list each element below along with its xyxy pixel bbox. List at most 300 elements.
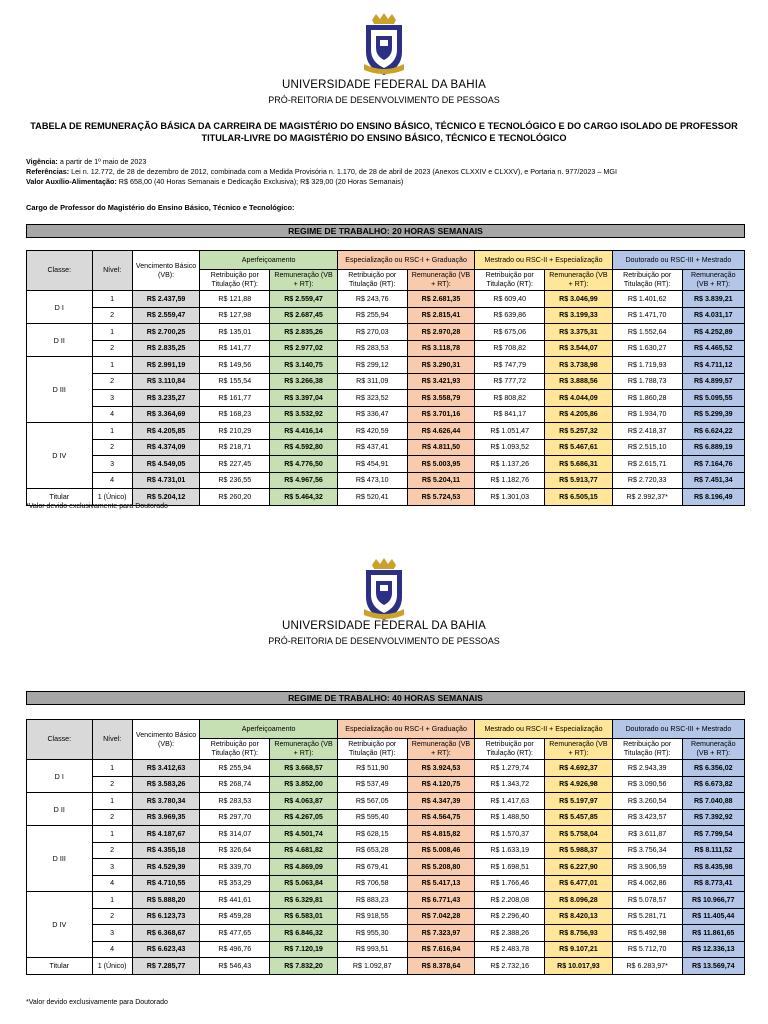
value-cell: R$ 4.710,55 <box>132 875 200 892</box>
table-row <box>27 826 745 843</box>
value-cell: R$ 4.120,75 <box>407 776 475 793</box>
nivel-cell: 3 <box>92 925 132 942</box>
value-cell: R$ 8.435,98 <box>682 859 744 876</box>
value-cell: R$ 1.343,72 <box>475 776 545 793</box>
value-cell: R$ 339,70 <box>200 859 270 876</box>
nivel-cell: 3 <box>92 859 132 876</box>
value-cell: R$ 11.861,65 <box>682 925 744 942</box>
value-cell: R$ 5.758,04 <box>545 826 613 843</box>
value-cell: R$ 3.558,79 <box>407 390 475 407</box>
nivel-cell: 4 <box>92 472 132 489</box>
value-cell: R$ 477,65 <box>200 925 270 942</box>
value-cell: R$ 2.970,28 <box>407 324 475 341</box>
table-row <box>27 776 745 793</box>
value-cell: R$ 255,94 <box>200 760 270 777</box>
value-cell: R$ 918,55 <box>337 908 407 925</box>
value-cell: R$ 3.668,57 <box>270 760 338 777</box>
value-cell: R$ 4.967,56 <box>270 472 338 489</box>
value-cell: R$ 5.467,61 <box>545 439 613 456</box>
table-row <box>27 456 745 473</box>
value-cell: R$ 777,72 <box>475 373 545 390</box>
value-cell: R$ 7.832,20 <box>270 958 338 975</box>
value-cell: R$ 5.003,95 <box>407 456 475 473</box>
table-row <box>27 842 745 859</box>
nivel-cell: 2 <box>92 340 132 357</box>
value-cell: R$ 4.811,50 <box>407 439 475 456</box>
value-cell: R$ 6.583,01 <box>270 908 338 925</box>
value-cell: R$ 5.208,80 <box>407 859 475 876</box>
header-remuneracao: Remuneração (VB + RT): <box>682 270 744 291</box>
value-cell: R$ 2.732,16 <box>475 958 545 975</box>
value-cell: R$ 1.488,50 <box>475 809 545 826</box>
value-cell: R$ 7.451,34 <box>682 472 744 489</box>
value-cell: R$ 420,59 <box>337 423 407 440</box>
classe-cell: D I <box>27 291 93 324</box>
value-cell: R$ 4.815,82 <box>407 826 475 843</box>
header-classe: Classe: <box>27 251 93 291</box>
value-cell: R$ 1.092,87 <box>337 958 407 975</box>
value-cell: R$ 1.401,62 <box>612 291 682 308</box>
footnote: *Valor devido exclusivamente para Doutorado <box>26 503 168 510</box>
value-cell: R$ 6.624,22 <box>682 423 744 440</box>
nivel-cell: 2 <box>92 809 132 826</box>
table-row <box>27 439 745 456</box>
value-cell: R$ 3.969,35 <box>132 809 200 826</box>
nivel-cell: 1 <box>92 793 132 810</box>
nivel-cell: 1 <box>92 760 132 777</box>
classe-cell: D III <box>27 826 93 892</box>
classe-cell: Titular <box>27 489 93 506</box>
value-cell: R$ 3.583,26 <box>132 776 200 793</box>
header-doutorado: Doutorado ou RSC-III + Mestrado <box>612 251 744 270</box>
value-cell: R$ 7.285,77 <box>132 958 200 975</box>
value-cell: R$ 2.815,41 <box>407 307 475 324</box>
value-cell: R$ 7.799,54 <box>682 826 744 843</box>
value-cell: R$ 4.205,85 <box>132 423 200 440</box>
value-cell: R$ 7.120,19 <box>270 941 338 958</box>
nivel-cell: 2 <box>92 776 132 793</box>
value-cell: R$ 4.416,14 <box>270 423 338 440</box>
header-retribuicao: Retribuição por Titulação (RT): <box>612 270 682 291</box>
nivel-cell: 2 <box>92 373 132 390</box>
value-cell: R$ 6.477,01 <box>545 875 613 892</box>
value-cell: R$ 5.204,12 <box>132 489 200 506</box>
value-cell: R$ 1.051,47 <box>475 423 545 440</box>
nivel-cell: 1 <box>92 324 132 341</box>
value-cell: R$ 1.860,28 <box>612 390 682 407</box>
value-cell: R$ 5.724,53 <box>407 489 475 506</box>
value-cell: R$ 2.483,78 <box>475 941 545 958</box>
salary-table-20h <box>26 250 745 506</box>
value-cell: R$ 679,41 <box>337 859 407 876</box>
value-cell: R$ 2.687,45 <box>270 307 338 324</box>
value-cell: R$ 7.040,88 <box>682 793 744 810</box>
value-cell: R$ 1.719,93 <box>612 357 682 374</box>
value-cell: R$ 473,10 <box>337 472 407 489</box>
header-remuneracao: Remuneração (VB + RT): <box>545 270 613 291</box>
value-cell: R$ 4.711,12 <box>682 357 744 374</box>
value-cell: R$ 4.205,86 <box>545 406 613 423</box>
value-cell: R$ 7.392,92 <box>682 809 744 826</box>
value-cell: R$ 4.355,18 <box>132 842 200 859</box>
value-cell: R$ 3.701,16 <box>407 406 475 423</box>
nivel-cell: 1 <box>92 892 132 909</box>
value-cell: R$ 6.505,15 <box>545 489 613 506</box>
value-cell: R$ 2.977,02 <box>270 340 338 357</box>
value-cell: R$ 3.118,78 <box>407 340 475 357</box>
value-cell: R$ 609,40 <box>475 291 545 308</box>
table-row <box>27 793 745 810</box>
value-cell: R$ 4.063,87 <box>270 793 338 810</box>
header-nivel: Nível: <box>92 251 132 291</box>
table-row <box>27 925 745 942</box>
value-cell: R$ 6.673,82 <box>682 776 744 793</box>
value-cell: R$ 9.107,21 <box>545 941 613 958</box>
header-doutorado: Doutorado ou RSC-III + Mestrado <box>612 720 744 739</box>
value-cell: R$ 6.771,43 <box>407 892 475 909</box>
value-cell: R$ 121,88 <box>200 291 270 308</box>
value-cell: R$ 454,91 <box>337 456 407 473</box>
value-cell: R$ 4.031,17 <box>682 307 744 324</box>
value-cell: R$ 5.417,13 <box>407 875 475 892</box>
nivel-cell: 3 <box>92 456 132 473</box>
value-cell: R$ 708,82 <box>475 340 545 357</box>
classe-cell: D III <box>27 357 93 423</box>
nivel-cell: 1 <box>92 291 132 308</box>
value-cell: R$ 3.290,31 <box>407 357 475 374</box>
value-cell: R$ 3.888,56 <box>545 373 613 390</box>
value-cell: R$ 3.266,38 <box>270 373 338 390</box>
header-especializacao: Especialização ou RSC-I + Graduação <box>337 720 474 739</box>
header-classe: Classe: <box>27 720 93 760</box>
table-row <box>27 958 745 975</box>
value-cell: R$ 5.095,55 <box>682 390 744 407</box>
value-cell: R$ 6.368,67 <box>132 925 200 942</box>
value-cell: R$ 4.267,05 <box>270 809 338 826</box>
vigencia-line <box>26 157 746 167</box>
value-cell: R$ 537,49 <box>337 776 407 793</box>
referencias-line <box>26 167 746 177</box>
value-cell: R$ 3.397,04 <box>270 390 338 407</box>
table-row <box>27 307 745 324</box>
nivel-cell: 1 (Único) <box>92 489 132 506</box>
footnote: *Valor devido exclusivamente para Doutorado <box>26 999 168 1006</box>
vigencia-value: a partir de 1º maio de 2023 <box>57 157 147 166</box>
value-cell: R$ 595,40 <box>337 809 407 826</box>
value-cell: R$ 4.374,09 <box>132 439 200 456</box>
value-cell: R$ 7.616,94 <box>407 941 475 958</box>
vigencia-label: Vigência: <box>26 157 58 166</box>
value-cell: R$ 3.738,98 <box>545 357 613 374</box>
value-cell: R$ 4.899,57 <box>682 373 744 390</box>
value-cell: R$ 326,64 <box>200 842 270 859</box>
classe-cell: D IV <box>27 423 93 489</box>
value-cell: R$ 2.681,35 <box>407 291 475 308</box>
table-row <box>27 859 745 876</box>
value-cell: R$ 218,71 <box>200 439 270 456</box>
value-cell: R$ 5.281,71 <box>612 908 682 925</box>
header-retribuicao: Retribuição por Titulação (RT): <box>475 739 545 760</box>
auxilio-line <box>26 177 746 187</box>
value-cell: R$ 1.417,63 <box>475 793 545 810</box>
value-cell: R$ 4.529,39 <box>132 859 200 876</box>
nivel-cell: 2 <box>92 842 132 859</box>
value-cell: R$ 4.549,05 <box>132 456 200 473</box>
value-cell: R$ 955,30 <box>337 925 407 942</box>
value-cell: R$ 210,29 <box>200 423 270 440</box>
value-cell: R$ 3.110,84 <box>132 373 200 390</box>
value-cell: R$ 3.423,57 <box>612 809 682 826</box>
value-cell: R$ 5.078,57 <box>612 892 682 909</box>
ufba-crest-icon <box>358 12 410 78</box>
value-cell: R$ 706,58 <box>337 875 407 892</box>
classe-cell: D IV <box>27 892 93 958</box>
value-cell: R$ 2.296,40 <box>475 908 545 925</box>
table-row <box>27 357 745 374</box>
value-cell: R$ 168,23 <box>200 406 270 423</box>
value-cell: R$ 5.712,70 <box>612 941 682 958</box>
value-cell: R$ 1.698,51 <box>475 859 545 876</box>
value-cell: R$ 2.991,19 <box>132 357 200 374</box>
value-cell: R$ 3.532,92 <box>270 406 338 423</box>
value-cell: R$ 3.235,27 <box>132 390 200 407</box>
header-vencimento: Vencimento Básico (VB): <box>132 251 200 291</box>
value-cell: R$ 236,55 <box>200 472 270 489</box>
nivel-cell: 4 <box>92 941 132 958</box>
value-cell: R$ 4.465,52 <box>682 340 744 357</box>
value-cell: R$ 5.464,32 <box>270 489 338 506</box>
value-cell: R$ 4.501,74 <box>270 826 338 843</box>
department-name: PRÓ-REITORIA DE DESENVOLVIMENTO DE PESSOAS <box>268 636 500 646</box>
value-cell: R$ 567,05 <box>337 793 407 810</box>
value-cell: R$ 3.421,93 <box>407 373 475 390</box>
table-row <box>27 291 745 308</box>
value-cell: R$ 459,28 <box>200 908 270 925</box>
value-cell: R$ 883,23 <box>337 892 407 909</box>
value-cell: R$ 5.197,97 <box>545 793 613 810</box>
header-especializacao: Especialização ou RSC-I + Graduação <box>337 251 474 270</box>
ufba-crest-icon <box>358 557 410 623</box>
value-cell: R$ 1.934,70 <box>612 406 682 423</box>
value-cell: R$ 3.780,34 <box>132 793 200 810</box>
value-cell: R$ 7.164,76 <box>682 456 744 473</box>
value-cell: R$ 1.137,26 <box>475 456 545 473</box>
value-cell: R$ 1.093,52 <box>475 439 545 456</box>
value-cell: R$ 4.347,39 <box>407 793 475 810</box>
value-cell: R$ 2.835,26 <box>270 324 338 341</box>
value-cell: R$ 135,01 <box>200 324 270 341</box>
value-cell: R$ 6.623,43 <box>132 941 200 958</box>
department-name: PRÓ-REITORIA DE DESENVOLVIMENTO DE PESSOAS <box>268 95 500 105</box>
nivel-cell: 1 <box>92 423 132 440</box>
value-cell: R$ 4.564,75 <box>407 809 475 826</box>
value-cell: R$ 8.096,28 <box>545 892 613 909</box>
value-cell: R$ 268,74 <box>200 776 270 793</box>
nivel-cell: 2 <box>92 908 132 925</box>
header-remuneracao: Remuneração (VB + RT): <box>682 739 744 760</box>
value-cell: R$ 4.252,89 <box>682 324 744 341</box>
value-cell: R$ 2.835,25 <box>132 340 200 357</box>
value-cell: R$ 161,77 <box>200 390 270 407</box>
value-cell: R$ 2.515,10 <box>612 439 682 456</box>
value-cell: R$ 13.569,74 <box>682 958 744 975</box>
value-cell: R$ 8.378,64 <box>407 958 475 975</box>
value-cell: R$ 141,77 <box>200 340 270 357</box>
value-cell: R$ 10.966,77 <box>682 892 744 909</box>
value-cell: R$ 5.686,31 <box>545 456 613 473</box>
value-cell: R$ 5.204,11 <box>407 472 475 489</box>
classe-cell: Titular <box>27 958 93 975</box>
header-retribuicao: Retribuição por Titulação (RT): <box>337 270 407 291</box>
value-cell: R$ 511,90 <box>337 760 407 777</box>
table-row <box>27 941 745 958</box>
value-cell: R$ 6.283,97* <box>612 958 682 975</box>
referencias-label: Referências: <box>26 167 70 176</box>
value-cell: R$ 7.042,28 <box>407 908 475 925</box>
value-cell: R$ 1.301,03 <box>475 489 545 506</box>
nivel-cell: 3 <box>92 390 132 407</box>
value-cell: R$ 4.926,98 <box>545 776 613 793</box>
table-row <box>27 892 745 909</box>
document-title: TABELA DE REMUNERAÇÃO BÁSICA DA CARREIRA DE MAGISTÉRIO DO ENSINO BÁSICO, TÉCNICO E TECNOLÓGICO E DO CARGO ISOLADO DE PROFESSOR TITULAR-LIVRE DO MAGISTÉRIO DO ENSINO BÁSICO, TÉCNICO E TECNOLÓGICO <box>30 121 738 143</box>
value-cell: R$ 5.913,77 <box>545 472 613 489</box>
value-cell: R$ 227,45 <box>200 456 270 473</box>
value-cell: R$ 1.570,37 <box>475 826 545 843</box>
value-cell: R$ 6.889,19 <box>682 439 744 456</box>
university-name: UNIVERSIDADE FEDERAL DA BAHIA <box>281 620 487 632</box>
value-cell: R$ 3.260,54 <box>612 793 682 810</box>
value-cell: R$ 841,17 <box>475 406 545 423</box>
value-cell: R$ 1.182,76 <box>475 472 545 489</box>
value-cell: R$ 3.756,34 <box>612 842 682 859</box>
value-cell: R$ 12.336,13 <box>682 941 744 958</box>
header-nivel: Nível: <box>92 720 132 760</box>
value-cell: R$ 11.405,44 <box>682 908 744 925</box>
nivel-cell: 4 <box>92 406 132 423</box>
value-cell: R$ 3.046,99 <box>545 291 613 308</box>
classe-cell: D I <box>27 760 93 793</box>
value-cell: R$ 1.279,74 <box>475 760 545 777</box>
value-cell: R$ 6.329,81 <box>270 892 338 909</box>
value-cell: R$ 4.626,44 <box>407 423 475 440</box>
value-cell: R$ 283,53 <box>200 793 270 810</box>
value-cell: R$ 4.062,86 <box>612 875 682 892</box>
value-cell: R$ 808,82 <box>475 390 545 407</box>
value-cell: R$ 311,09 <box>337 373 407 390</box>
value-cell: R$ 675,06 <box>475 324 545 341</box>
value-cell: R$ 3.924,53 <box>407 760 475 777</box>
value-cell: R$ 4.869,09 <box>270 859 338 876</box>
value-cell: R$ 437,41 <box>337 439 407 456</box>
value-cell: R$ 5.988,37 <box>545 842 613 859</box>
header-remuneracao: Remuneração (VB + RT): <box>270 270 338 291</box>
value-cell: R$ 3.852,00 <box>270 776 338 793</box>
value-cell: R$ 2.388,26 <box>475 925 545 942</box>
value-cell: R$ 127,98 <box>200 307 270 324</box>
value-cell: R$ 1.788,73 <box>612 373 682 390</box>
value-cell: R$ 1.633,19 <box>475 842 545 859</box>
classe-cell: D II <box>27 793 93 826</box>
value-cell: R$ 7.323,97 <box>407 925 475 942</box>
value-cell: R$ 314,07 <box>200 826 270 843</box>
value-cell: R$ 5.008,46 <box>407 842 475 859</box>
value-cell: R$ 155,54 <box>200 373 270 390</box>
header-remuneracao: Remuneração (VB + RT): <box>270 739 338 760</box>
header-retribuicao: Retribuição por Titulação (RT): <box>337 739 407 760</box>
value-cell: R$ 3.544,07 <box>545 340 613 357</box>
value-cell: R$ 270,03 <box>337 324 407 341</box>
value-cell: R$ 5.257,32 <box>545 423 613 440</box>
value-cell: R$ 2.208,08 <box>475 892 545 909</box>
value-cell: R$ 628,15 <box>337 826 407 843</box>
value-cell: R$ 10.017,93 <box>545 958 613 975</box>
value-cell: R$ 8.773,41 <box>682 875 744 892</box>
value-cell: R$ 639,86 <box>475 307 545 324</box>
value-cell: R$ 3.412,63 <box>132 760 200 777</box>
value-cell: R$ 297,70 <box>200 809 270 826</box>
value-cell: R$ 8.196,49 <box>682 489 744 506</box>
nivel-cell: 2 <box>92 307 132 324</box>
regime-heading: REGIME DE TRABALHO: 20 HORAS SEMANAIS <box>26 224 745 238</box>
value-cell: R$ 3.364,69 <box>132 406 200 423</box>
header-retribuicao: Retribuição por Titulação (RT): <box>612 739 682 760</box>
value-cell: R$ 283,53 <box>337 340 407 357</box>
value-cell: R$ 4.692,37 <box>545 760 613 777</box>
nivel-cell: 1 <box>92 357 132 374</box>
value-cell: R$ 3.140,75 <box>270 357 338 374</box>
value-cell: R$ 6.123,73 <box>132 908 200 925</box>
value-cell: R$ 653,28 <box>337 842 407 859</box>
table-row <box>27 472 745 489</box>
value-cell: R$ 4.776,50 <box>270 456 338 473</box>
value-cell: R$ 993,51 <box>337 941 407 958</box>
nivel-cell: 1 (Único) <box>92 958 132 975</box>
table-row <box>27 809 745 826</box>
value-cell: R$ 2.559,47 <box>270 291 338 308</box>
value-cell: R$ 2.720,33 <box>612 472 682 489</box>
value-cell: R$ 8.111,52 <box>682 842 744 859</box>
value-cell: R$ 3.611,87 <box>612 826 682 843</box>
value-cell: R$ 299,12 <box>337 357 407 374</box>
value-cell: R$ 2.992,37* <box>612 489 682 506</box>
table-row <box>27 340 745 357</box>
value-cell: R$ 4.731,01 <box>132 472 200 489</box>
value-cell: R$ 3.199,33 <box>545 307 613 324</box>
cargo-heading: Cargo de Professor do Magistério do Ensino Básico, Técnico e Tecnológico: <box>26 203 295 212</box>
value-cell: R$ 441,61 <box>200 892 270 909</box>
value-cell: R$ 4.592,80 <box>270 439 338 456</box>
value-cell: R$ 5.492,98 <box>612 925 682 942</box>
header-remuneracao: Remuneração (VB + RT): <box>407 739 475 760</box>
value-cell: R$ 336,47 <box>337 406 407 423</box>
value-cell: R$ 2.943,39 <box>612 760 682 777</box>
value-cell: R$ 3.090,56 <box>612 776 682 793</box>
value-cell: R$ 353,29 <box>200 875 270 892</box>
auxilio-value: R$ 658,00 (40 Horas Semanais e Dedicação Exclusiva); R$ 329,00 (20 Horas Semanais) <box>116 177 404 186</box>
value-cell: R$ 3.375,31 <box>545 324 613 341</box>
header-mestrado: Mestrado ou RSC-II + Especialização <box>475 720 612 739</box>
table-row <box>27 406 745 423</box>
nivel-cell: 1 <box>92 826 132 843</box>
value-cell: R$ 5.063,84 <box>270 875 338 892</box>
value-cell: R$ 255,94 <box>337 307 407 324</box>
referencias-value: Lei n. 12.772, de 28 de dezembro de 2012, combinada com a Medida Provisória n. 1.170, de 28 de abril de 2023 (Anexos CLXXIV e CLXXV), e Portaria n. 977/2023 – MGI <box>69 167 617 176</box>
value-cell: R$ 496,76 <box>200 941 270 958</box>
value-cell: R$ 4.187,67 <box>132 826 200 843</box>
header-retribuicao: Retribuição por Titulação (RT): <box>200 270 270 291</box>
table-row <box>27 760 745 777</box>
header-retribuicao: Retribuição por Titulação (RT): <box>475 270 545 291</box>
